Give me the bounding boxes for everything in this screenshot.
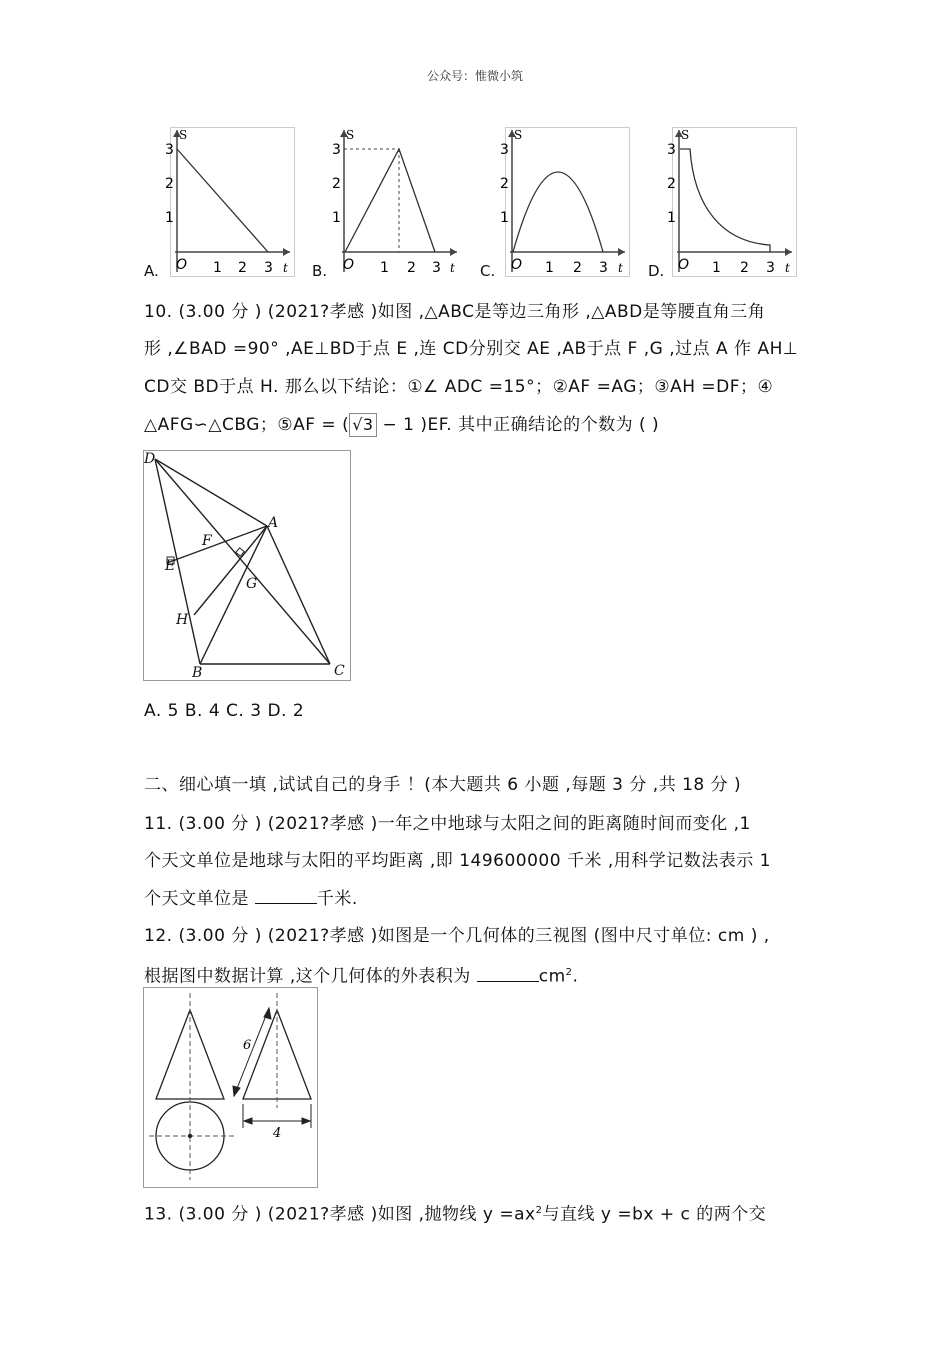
graph-line (177, 149, 268, 252)
svg-text:2: 2 (500, 176, 509, 192)
svg-text:2: 2 (573, 260, 582, 276)
svg-text:3: 3 (432, 260, 441, 276)
point-a-label: A (268, 515, 279, 531)
option-c-label: C. (480, 262, 496, 280)
slant-height-label: 6 (243, 1038, 252, 1053)
svg-text:2: 2 (740, 260, 749, 276)
q10-line-1: 10. (3.00 分 ) (2021?孝感 )如图 ,△ABC是等边三角形 ,△ABD是等腰直角三角 (144, 302, 766, 322)
q11-line-1: 11. (3.00 分 ) (2021?孝感 )一年之中地球与太阳之间的距离随时间而变化 ,1 (144, 814, 751, 834)
point-b-label: B (192, 665, 203, 681)
svg-text:S: S (514, 128, 523, 142)
option-a-graph (165, 127, 295, 277)
q10-answer-options: A. 5 B. 4 C. 3 D. 2 (144, 701, 305, 721)
option-d-label: D. (648, 262, 665, 280)
sqrt-three: √3 (349, 413, 376, 437)
answer-blank (255, 887, 317, 904)
point-d-label: D (144, 451, 156, 467)
option-b-graph (332, 127, 462, 277)
svg-text:t: t (450, 261, 455, 275)
graph-line (513, 172, 603, 252)
option-b-label: B. (312, 262, 328, 280)
tick-x-1: 1 (213, 260, 222, 276)
svg-text:2: 2 (667, 176, 676, 192)
svg-text:1: 1 (332, 210, 341, 226)
svg-text:1: 1 (712, 260, 721, 276)
q12-line-1: 12. (3.00 分 ) (2021?孝感 )如图是一个几何体的三视图 (图中尺寸单位: cm ) , (144, 926, 770, 946)
svg-text:t: t (618, 261, 623, 275)
svg-text:3: 3 (500, 142, 509, 158)
origin-label: O (176, 257, 188, 273)
axis-y-label: S (179, 128, 188, 142)
point-f-label: F (202, 533, 212, 549)
graph-line (680, 149, 770, 252)
svg-text:2: 2 (332, 176, 341, 192)
option-a-label: A. (144, 262, 159, 280)
option-c-graph (500, 127, 630, 277)
svg-text:S: S (346, 128, 355, 142)
svg-text:3: 3 (599, 260, 608, 276)
q12-three-view-figure (143, 987, 318, 1188)
axis-x-label: t (283, 261, 288, 275)
svg-text:O: O (511, 257, 523, 273)
svg-text:3: 3 (667, 142, 676, 158)
svg-text:t: t (785, 261, 790, 275)
point-e-label: E (165, 558, 176, 574)
svg-text:1: 1 (500, 210, 509, 226)
svg-text:3: 3 (766, 260, 775, 276)
q10-geometry-figure (143, 450, 351, 681)
q11-line-2: 个天文单位是地球与太阳的平均距离 ,即 149600000 千米 ,用科学记数法表示 1 (144, 851, 771, 871)
q10-line-2: 形 ,∠BAD =90° ,AE⊥BD于点 E ,连 CD分别交 AE ,AB于点 F ,G ,过点 A 作 AH⊥ (144, 339, 799, 359)
q13-line-1: 13. (3.00 分 ) (2021?孝感 )如图 ,抛物线 $y =ax^2$与直线 y =bx + c 的两个交 (144, 1204, 767, 1225)
q12-line-2: 根据图中数据计算 ,这个几何体的外表积为 $cm^2$. (144, 966, 579, 987)
tick-y-3: 3 (165, 142, 174, 158)
q10-line-3: CD交 BD于点 H. 那么以下结论：①∠ ADC =15°；②AF =AG；③AH =DF；④ (144, 377, 774, 397)
tick-x-3: 3 (264, 260, 273, 276)
tick-y-1: 1 (165, 210, 174, 226)
svg-text:2: 2 (407, 260, 416, 276)
svg-text:1: 1 (667, 210, 676, 226)
option-d-graph (667, 127, 797, 277)
svg-text:O: O (343, 257, 355, 273)
svg-text:1: 1 (545, 260, 554, 276)
page-header: 公众号：惟微小筑 (426, 69, 523, 83)
q11-line-3: 个天文单位是 千米. (144, 889, 358, 909)
svg-text:O: O (678, 257, 690, 273)
q10-line-4: △AFG∽△CBG；⑤AF = ( √3 − 1 )EF. 其中正确结论的个数为 ( ) (144, 415, 660, 435)
svg-text:S: S (681, 128, 690, 142)
tick-x-2: 2 (238, 260, 247, 276)
base-width-label: 4 (273, 1126, 282, 1141)
graph-line (345, 149, 435, 252)
point-g-label: G (246, 576, 258, 592)
answer-blank (477, 965, 539, 982)
svg-text:1: 1 (380, 260, 389, 276)
svg-text:3: 3 (332, 142, 341, 158)
point-c-label: C (334, 663, 345, 679)
section-2-title: 二、细心填一填 ,试试自己的身手 ！(本大题共 6 小题 ,每题 3 分 ,共 18 分 ) (144, 775, 742, 795)
tick-y-2: 2 (165, 176, 174, 192)
point-h-label: H (176, 612, 189, 628)
